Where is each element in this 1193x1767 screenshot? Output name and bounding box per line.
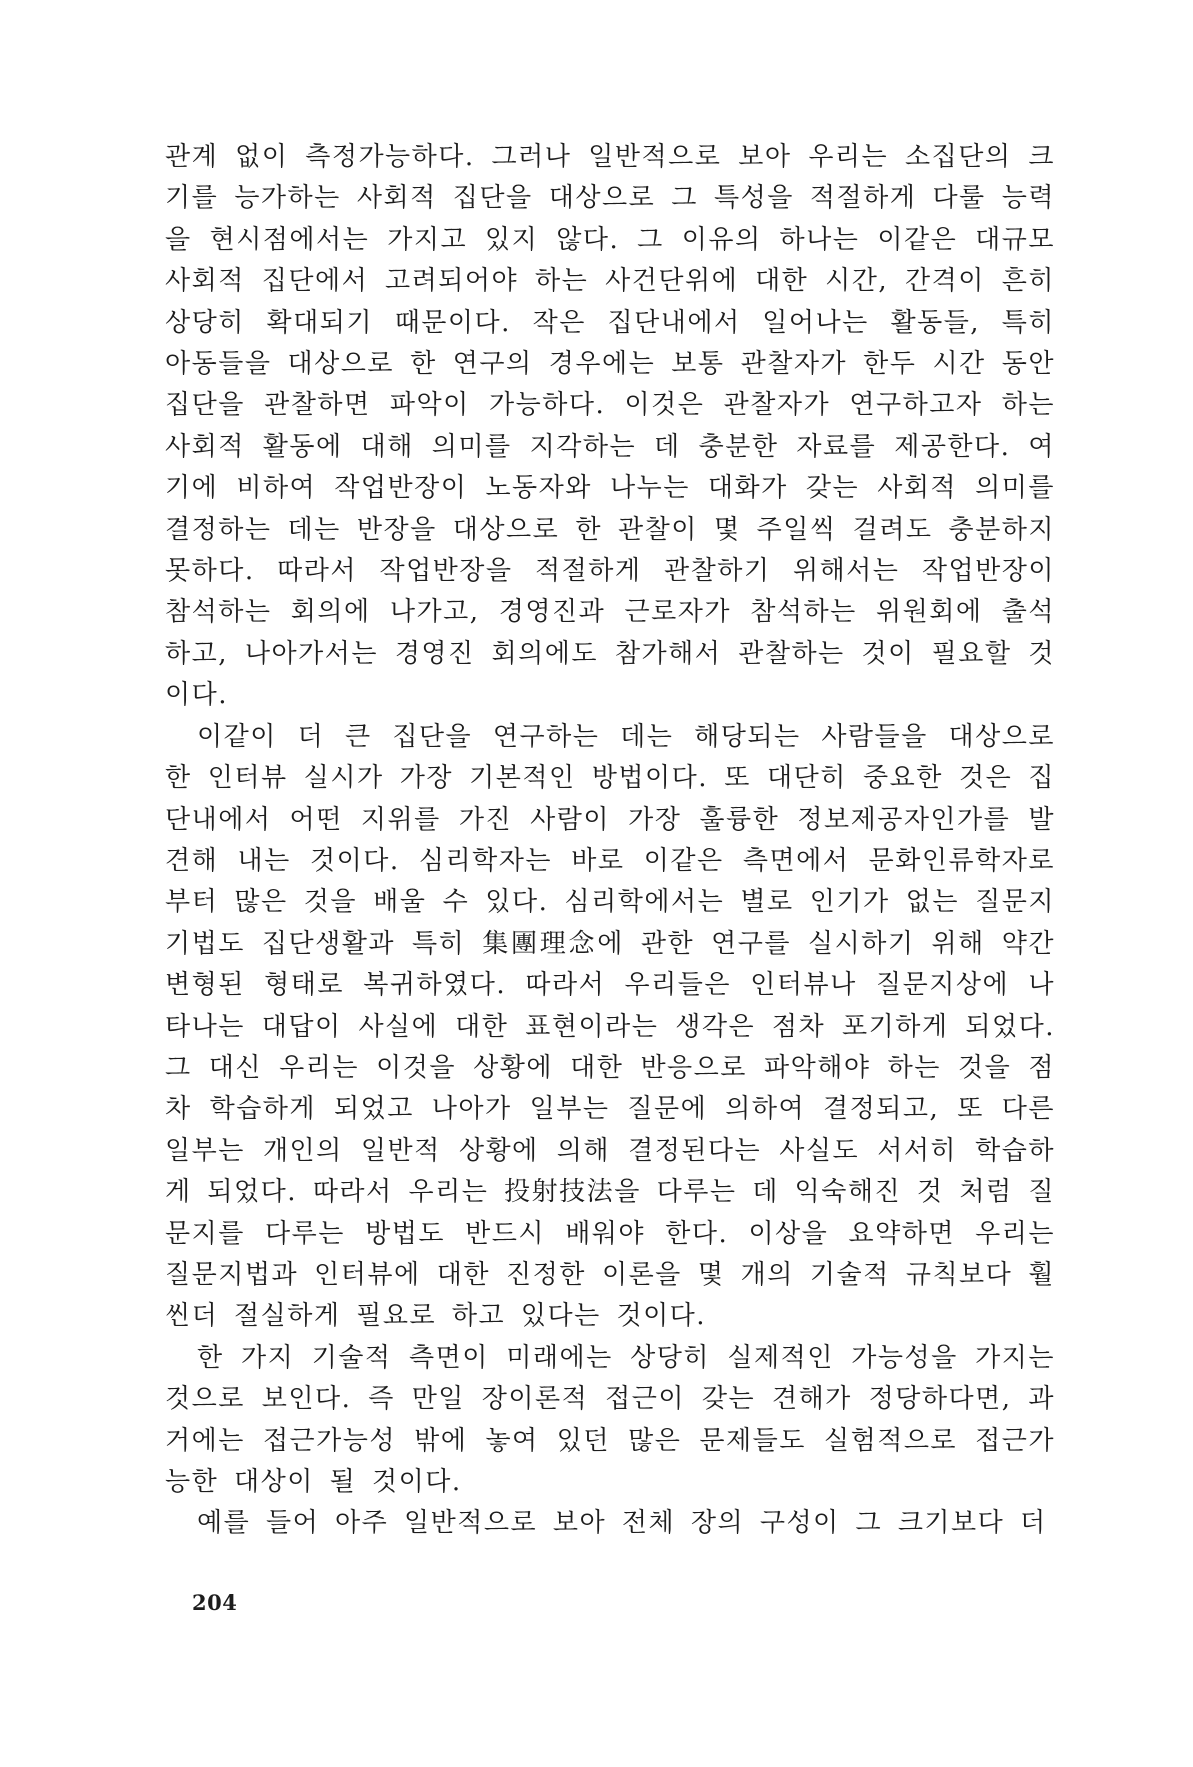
body-text <box>165 137 1055 1545</box>
paragraph-4: 예를 들어 아주 일반적으로 보아 전체 장의 구성이 그 크기보다 더 <box>197 1508 1047 1539</box>
paragraph-2: 이같이 더 큰 집단을 연구하는 데는 해당되는 사람들을 대상으로 한 인터뷰 실시가 가장 기본적인 방법이다. 또 대단히 중요한 것은 집단내에서 어떤 지위를 가진 사람이 가장 훌륭한 정보제공자인가를 발견해 내는 것이다. 심리학자는 바로 이같은 측면에서 문화인류학자로부터 많은 것을 배울 수 있다. 심리학에서는 별로 인기가 없는 질문지 기법도 집단생활과 특히 集團理念에 관한 연구를 실시하기 위해 약간 변형된 형태로 복귀하였다. 따라서 우리들은 인터뷰나 질문지상에 나타나는 대답이 사실에 대한 표현이라는 생각은 점차 포기하게 되었다. 그 대신 우리는 이것을 상황에 대한 반응으로 파악해야 하는 것을 점차 학습하게 되었고 나아가 일부는 질문에 의하여 결정되고, 또 다른 일부는 개인의 일반적 상황에 의해 결정된다는 사실도 서서히 학습하게 되었다. 따라서 우리는 投射技法을 다루는 데 익숙해진 것 처럼 질문지를 다루는 방법도 반드시 배워야 한다. 이상을 요약하면 우리는 질문지법과 인터뷰에 대한 진정한 이론을 몇 개의 기술적 규칙보다 훨씬더 절실하게 필요로 하고 있다는 것이다. <box>165 721 1055 1332</box>
paragraph-1: 관계 없이 측정가능하다. 그러나 일반적으로 보아 우리는 소집단의 크기를 능가하는 사회적 집단을 대상으로 그 특성을 적절하게 다룰 능력을 현시점에서는 가지고 있지 않다. 그 이유의 하나는 이같은 대규모 사회적 집단에서 고려되어야 하는 사건단위에 대한 시간, 간격이 흔히 상당히 확대되기 때문이다. 작은 집단내에서 일어나는 활동들, 특히 아동들을 대상으로 한 연구의 경우에는 보통 관찰자가 한두 시간 동안 집단을 관찰하면 파악이 가능하다. 이것은 관찰자가 연구하고자 하는 사회적 활동에 대해 의미를 지각하는 데 충분한 자료를 제공한다. 여기에 비하여 작업반장이 노동자와 나누는 대화가 갖는 사회적 의미를 결정하는 데는 반장을 대상으로 한 관찰이 몇 주일씩 걸려도 충분하지 못하다. 따라서 작업반장을 적절하게 관찰하기 위해서는 작업반장이 참석하는 회의에 나가고, 경영진과 근로자가 참석하는 위원회에 출석하고, 나아가서는 경영진 회의에도 참가해서 관찰하는 것이 필요할 것이다. <box>165 142 1055 711</box>
paragraph-3: 한 가지 기술적 측면이 미래에는 상당히 실제적인 가능성을 가지는 것으로 보인다. 즉 만일 장이론적 접근이 갖는 견해가 정당하다면, 과거에는 접근가능성 밖에 놓여 있던 많은 문제들도 실험적으로 접근가능한 대상이 될 것이다. <box>165 1342 1055 1497</box>
page-number: 204 <box>192 1590 238 1615</box>
